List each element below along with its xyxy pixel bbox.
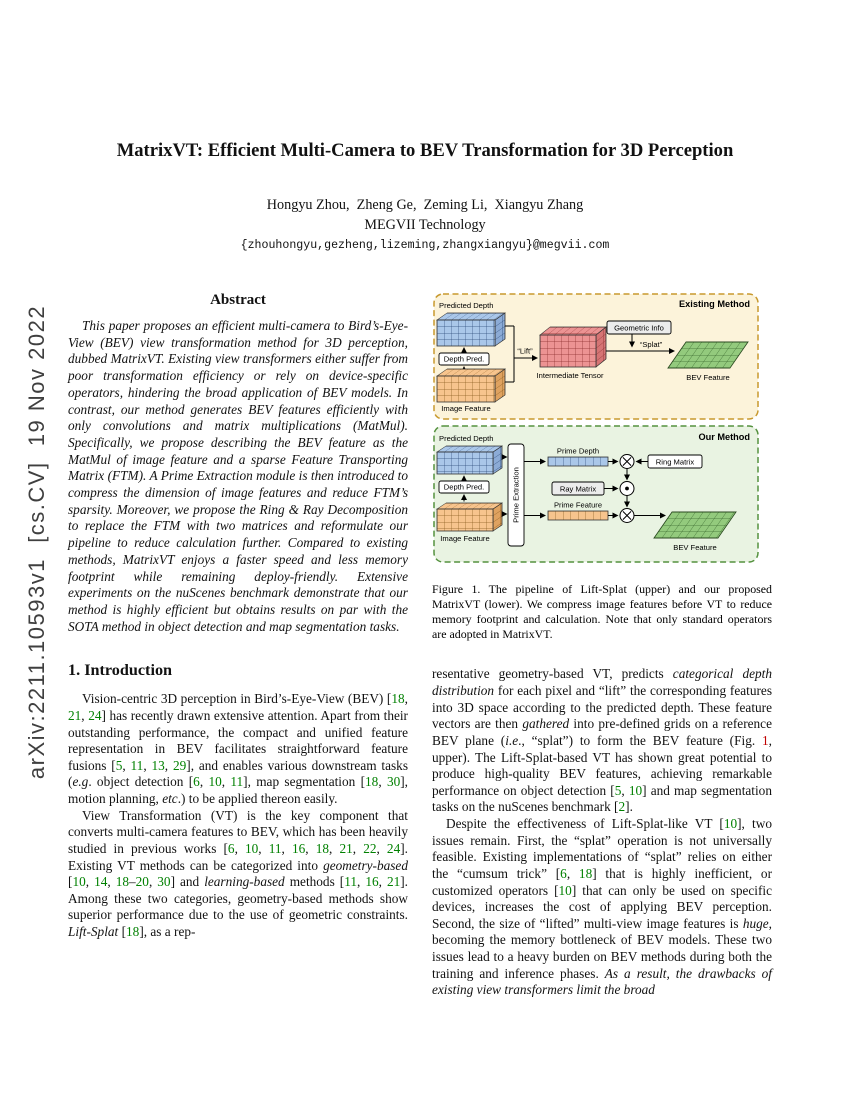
citation-link[interactable]: 11 xyxy=(230,774,244,790)
emphasis-text: i.e xyxy=(505,732,519,748)
otimes-bottom-icon xyxy=(620,509,634,523)
prime-depth-row xyxy=(548,457,608,466)
text-run: Despite the effectiveness of Lift-Splat-like VT [ xyxy=(446,816,724,831)
section-heading-introduction: 1. Introduction xyxy=(68,661,173,680)
citation-link[interactable]: 10 xyxy=(72,874,86,890)
text-run: , xyxy=(378,774,387,790)
intro-paragraph-2 xyxy=(68,808,408,941)
citation-link[interactable]: 10 xyxy=(208,774,222,790)
figure1-diagram xyxy=(432,290,762,575)
citation-link[interactable]: 10 xyxy=(558,882,572,898)
citation-link[interactable]: 18 xyxy=(391,691,405,707)
citation-link[interactable]: 24 xyxy=(386,840,401,856)
prime-feature-row xyxy=(548,511,608,520)
text-run: , xyxy=(199,774,209,790)
depth-pred-box xyxy=(439,353,489,365)
predicted-depth-label: Predicted Depth xyxy=(439,301,494,310)
text-run: , xyxy=(378,874,387,890)
citation-link[interactable]: 11 xyxy=(268,840,282,856)
text-run: ] that is highly inefficient, or customized operators [ xyxy=(432,865,773,898)
text-run: , xyxy=(234,840,245,856)
text-run: , upper). The Lift-Splat-based VT has shown great potential to produce high-quality BEV features, achieving remarkable performance on object detection [ xyxy=(432,732,772,798)
citation-link[interactable]: 21 xyxy=(68,707,82,723)
emphasis-text: gathered xyxy=(522,716,570,732)
text-run: . object detection [ xyxy=(88,774,194,790)
text-run: ] has recently drawn extensive attention. Apart from their outstanding performance, the compact and unified feature representation in BEV facilitates straightforward feature fusions [ xyxy=(68,707,408,773)
citation-link[interactable]: 13 xyxy=(151,757,165,773)
text-run: , becoming the memory bottleneck of BEV models. These two issues lead to a heavy burden on BEV methods during both the training and inference phases. xyxy=(432,915,772,981)
citation-link[interactable]: 24 xyxy=(88,707,102,723)
citation-link[interactable]: 11 xyxy=(130,757,144,773)
emphasis-text: learning-based xyxy=(204,874,285,890)
contact-email[interactable]: {zhouhongyu,gezheng,lizeming,zhangxiangyu}@megvii.com xyxy=(240,239,610,252)
lift-label: “Lift” xyxy=(517,346,533,356)
citation-link[interactable]: 6 xyxy=(560,865,567,881)
image-feature-tensor xyxy=(437,369,505,402)
citation-link[interactable]: 10 xyxy=(628,782,643,798)
prime-feature-label: Prime Feature xyxy=(553,500,603,510)
figure-ref-link[interactable]: 1 xyxy=(762,732,769,748)
text-run: ] and map segmentation tasks on the nuScenes benchmark [ xyxy=(432,782,772,815)
body-paragraph-4 xyxy=(432,816,772,999)
text-run: , xyxy=(566,865,579,881)
text-run: ] that can only be used on specific devices, increases the cost of applying BEV perception. Second, the size of “lifted” multi-view image features is xyxy=(432,882,773,931)
text-run: ], two issues remain. First, the “splat” operation is not universally feasible. Existing implementations of “splat” relies on either the “cumsum trick” [ xyxy=(432,816,772,881)
text-run: , xyxy=(122,757,131,773)
emphasis-text: etc xyxy=(162,791,178,807)
paper-authors: Hongyu Zhou, Zheng Ge, Zeming Li, Xiangyu Zhang xyxy=(266,197,584,213)
our-method-title: Our Method xyxy=(698,432,750,442)
figure1-caption: Figure 1. The pipeline of Lift-Splat (upper) and our proposed MatrixVT (lower). We compress image features before VT to reduce memory footprint and calculation. Note that only standard operators are adopted in MatrixVT. xyxy=(432,582,772,642)
citation-link[interactable]: 11 xyxy=(344,874,357,890)
text-run: , xyxy=(305,840,316,856)
svg-text:Geometric Info: Geometric Info xyxy=(614,323,664,333)
text-run: methods [ xyxy=(284,874,345,890)
body-paragraph-3 xyxy=(432,666,772,816)
citation-link[interactable]: 18 xyxy=(315,840,330,856)
svg-text:Ray Matrix: Ray Matrix xyxy=(559,484,597,494)
existing-method-title: Existing Method xyxy=(679,299,750,309)
predicted-depth-tensor xyxy=(437,313,505,346)
citation-link[interactable]: 22 xyxy=(363,840,377,856)
text-run: , xyxy=(107,874,116,890)
splat-label: “Splat” xyxy=(639,340,663,349)
depth-pred-box-ours xyxy=(439,481,489,493)
paper-title: MatrixVT: Efficient Multi-Camera to BEV Transformation for 3D Perception xyxy=(116,140,734,161)
citation-link[interactable]: 18 xyxy=(365,774,379,790)
predicted-depth-tensor-ours xyxy=(437,446,502,474)
right-column xyxy=(432,290,772,999)
citation-link[interactable]: 20 xyxy=(135,874,149,890)
emphasis-text: e.g xyxy=(72,774,89,790)
image-feature-label-ours: Image Feature xyxy=(440,534,490,543)
text-run: Vision-centric 3D perception in Bird’s-Eye-View (BEV) [ xyxy=(82,691,392,707)
intermediate-tensor-label: Intermediate Tensor xyxy=(536,371,604,380)
prime-extraction-box xyxy=(508,444,524,546)
text-run: [ xyxy=(118,924,127,940)
text-run: ], and enables various downstream tasks ( xyxy=(68,757,408,790)
citation-link[interactable]: 18 xyxy=(126,924,140,940)
citation-link[interactable]: 16 xyxy=(365,874,379,890)
text-run: , xyxy=(281,840,292,856)
ray-matrix-box xyxy=(552,482,604,495)
citation-link[interactable]: 29 xyxy=(172,757,187,773)
text-run: , xyxy=(258,840,269,856)
text-run: , xyxy=(148,874,158,890)
text-run: ]. Among these two categories, geometry-based methods show superior performance due to the use of geometric constraints. xyxy=(68,874,409,923)
citation-link[interactable]: 14 xyxy=(94,874,108,890)
odot-icon xyxy=(620,482,634,496)
citation-link[interactable]: 5 xyxy=(115,757,123,773)
text-run: , xyxy=(621,782,629,798)
paper-affiliation: MEGVII Technology xyxy=(364,217,486,233)
text-run: , xyxy=(85,874,95,890)
emphasis-text: categorical depth distribution xyxy=(432,666,772,698)
text-run: ., “splat”) to form the BEV feature (Fig. xyxy=(518,732,763,748)
citation-link[interactable]: 6 xyxy=(227,840,235,856)
text-run: ], motion planning, xyxy=(68,774,408,807)
text-run: , xyxy=(164,757,173,773)
text-run: , xyxy=(143,757,152,773)
svg-text:Prime Extraction: Prime Extraction xyxy=(511,467,521,523)
text-run: , xyxy=(376,840,387,856)
predicted-depth-label-ours: Predicted Depth xyxy=(439,434,494,443)
citation-link[interactable]: 2 xyxy=(618,799,626,815)
text-run: View Transformation (VT) is the key component that converts multi-camera features to BEV, which has been heavily studied in previous works [ xyxy=(68,807,408,856)
text-run: ], as a rep- xyxy=(139,924,196,940)
citation-link[interactable]: 30 xyxy=(157,874,171,890)
text-run: , xyxy=(404,691,408,707)
geometric-info-box xyxy=(607,321,671,334)
ring-matrix-box xyxy=(648,455,702,468)
citation-link[interactable]: 5 xyxy=(614,782,622,798)
intro-paragraph-1 xyxy=(68,691,408,807)
svg-text:Ring Matrix: Ring Matrix xyxy=(655,457,695,467)
our-method-panel xyxy=(434,426,758,562)
citation-link[interactable]: 10 xyxy=(723,816,738,831)
svg-text:Depth Pred.: Depth Pred. xyxy=(443,482,485,492)
text-run: , xyxy=(329,840,340,856)
text-run: , xyxy=(352,840,364,856)
svg-text:Depth Pred.: Depth Pred. xyxy=(443,354,485,364)
text-run: into pre-defined grids on a reference BEV plane ( xyxy=(432,716,772,748)
text-run: for each pixel and “lift” the corresponding features into 3D space according to the predicted depth. These feature vectors are then xyxy=(432,683,772,732)
abstract-text: This paper proposes an efficient multi-camera to Bird’s-Eye-View (BEV) view transformation method for 3D perception, dubbed MatrixVT. Existing view transformers either suffer from poor transformation efficiency or rely on device-specific operators, hindering the broad application of BEV models. In contrast, our method generates BEV features efficiently with only convolutions and matrix multiplications (MatMul). Specifically, we propose describing the BEV feature as the MatMul of image feature and a sparse Feature Transporting Matrix (FTM). A Prime Extraction module is then introduced to compress the dimension of image features and reduce FTM’s sparsity. Moreover, we propose the Ring & Ray Decomposition to replace the FTM with two matrices and reformulate our pipeline to reduce calculation further. Compared to existing methods, MatrixVT enjoys a faster speed and less memory footprint while remaining deploy-friendly. Extensive experiments on the nuScenes benchmark demonstrate that our method is highly efficient but obtains results on par with the SOTA method in object detection and map segmentation tasks. xyxy=(68,318,408,634)
image-feature-label: Image Feature xyxy=(441,404,491,413)
image-feature-tensor-ours xyxy=(437,503,502,531)
citation-link[interactable]: 6 xyxy=(193,774,200,790)
bev-feature-label-existing: BEV Feature xyxy=(686,373,730,382)
citation-link[interactable]: 30 xyxy=(386,774,401,790)
emphasis-text: huge xyxy=(742,915,769,931)
text-run: .) to be applied thereon easily. xyxy=(177,791,338,807)
citation-link[interactable]: 21 xyxy=(386,874,401,890)
text-run: ]. Existing VT methods can be categorized into xyxy=(68,840,408,873)
text-run: , xyxy=(357,874,366,890)
text-run: resentative geometry-based VT, predicts xyxy=(432,666,673,682)
bev-feature-label-ours: BEV Feature xyxy=(673,543,717,552)
text-run: [ xyxy=(68,874,73,890)
existing-method-panel xyxy=(434,294,758,419)
arxiv-stamp: arXiv:2211.10593v1 [cs.CV] 19 Nov 2022 xyxy=(24,304,49,780)
abstract-heading: Abstract xyxy=(210,292,266,308)
citation-link[interactable]: 21 xyxy=(339,840,353,856)
text-run: – xyxy=(128,874,136,890)
emphasis-text: As a result, the drawbacks of existing view transformers limit the broad xyxy=(432,965,772,998)
emphasis-text: geometry-based xyxy=(323,857,408,873)
left-column xyxy=(68,290,408,941)
text-run: ], map segmentation [ xyxy=(243,774,366,790)
intermediate-tensor xyxy=(540,327,606,367)
citation-link[interactable]: 18 xyxy=(578,865,593,881)
text-run: , xyxy=(81,707,89,723)
citation-link[interactable]: 18 xyxy=(115,874,129,890)
text-run: ] and xyxy=(170,874,205,890)
citation-link[interactable]: 16 xyxy=(291,840,306,856)
emphasis-text: Lift-Splat xyxy=(68,924,119,940)
prime-depth-label: Prime Depth xyxy=(556,446,600,456)
otimes-top-icon xyxy=(620,455,634,469)
text-run: ]. xyxy=(625,799,633,815)
text-run: , xyxy=(221,774,231,790)
citation-link[interactable]: 10 xyxy=(245,840,259,856)
